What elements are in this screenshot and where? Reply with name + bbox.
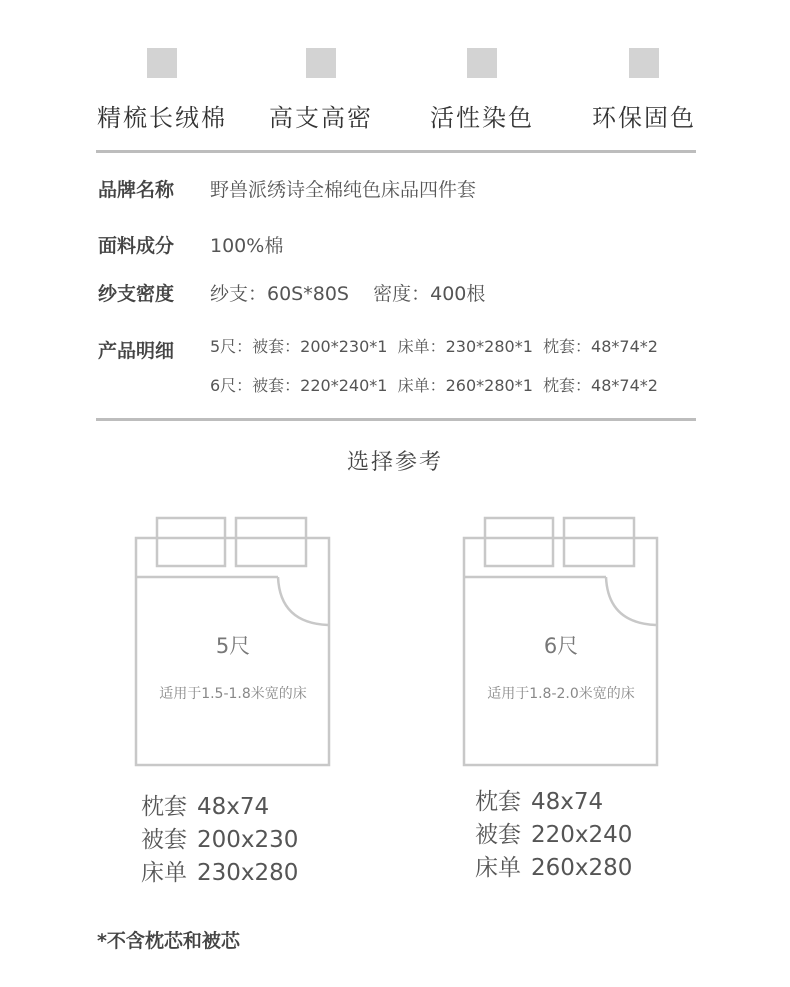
dim-value: 230x280 <box>197 860 299 886</box>
yarn-value: 纱支：60S*80S 密度：400根 <box>210 283 486 305</box>
bed-diagram-5 <box>133 515 333 770</box>
fabric-label: 面料成分 <box>98 235 175 257</box>
dim-value: 48x74 <box>197 794 270 820</box>
dim-value: 48x74 <box>531 789 604 815</box>
dim-row <box>141 791 298 824</box>
feature-label: 高支高密 <box>269 104 373 132</box>
dim-row <box>141 857 298 890</box>
feature-4 <box>544 48 744 133</box>
bed-size-label: 6尺 <box>543 634 579 658</box>
selection-title: 选择参考 <box>346 450 443 475</box>
dim-name: 被套 <box>475 822 521 848</box>
detail-line-5: 5尺：被套：200*230*1 床单：230*280*1 枕套：48*74*2 <box>210 337 658 356</box>
dim-row <box>141 824 298 857</box>
brand-label: 品牌名称 <box>98 179 175 201</box>
bed-fit-text: 适用于1.5-1.8米宽的床 <box>159 686 307 702</box>
dim-name: 枕套 <box>141 794 187 820</box>
dim-value: 260x280 <box>531 855 633 881</box>
bed-diagram-6 <box>461 515 661 770</box>
dim-row <box>475 852 632 885</box>
feature-square-icon <box>306 48 336 78</box>
dim-value: 200x230 <box>197 827 299 853</box>
feature-square-icon <box>629 48 659 78</box>
bed-size-label: 5尺 <box>215 634 251 658</box>
fabric-value: 100%棉 <box>210 235 284 257</box>
dims-5 <box>141 791 298 890</box>
feature-square-icon <box>467 48 497 78</box>
divider-top <box>96 150 696 153</box>
footnote: *不含枕芯和被芯 <box>97 930 240 952</box>
dim-row <box>475 819 632 852</box>
brand-value: 野兽派绣诗全棉纯色床品四件套 <box>210 179 477 201</box>
dim-value: 220x240 <box>531 822 633 848</box>
bed-fit-text: 适用于1.8-2.0米宽的床 <box>487 686 635 702</box>
dims-6 <box>475 786 632 885</box>
dim-name: 床单 <box>475 855 521 881</box>
dim-name: 枕套 <box>475 789 521 815</box>
details-label: 产品明细 <box>98 340 175 362</box>
feature-label: 活性染色 <box>430 104 534 132</box>
dim-name: 被套 <box>141 827 187 853</box>
dim-row <box>475 786 632 819</box>
divider-bottom <box>96 418 696 421</box>
feature-label: 环保固色 <box>592 104 696 132</box>
feature-square-icon <box>147 48 177 78</box>
feature-label: 精梳长绒棉 <box>97 104 227 132</box>
detail-line-6: 6尺：被套：220*240*1 床单：260*280*1 枕套：48*74*2 <box>210 376 658 395</box>
dim-name: 床单 <box>141 860 187 886</box>
yarn-label: 纱支密度 <box>98 283 175 305</box>
